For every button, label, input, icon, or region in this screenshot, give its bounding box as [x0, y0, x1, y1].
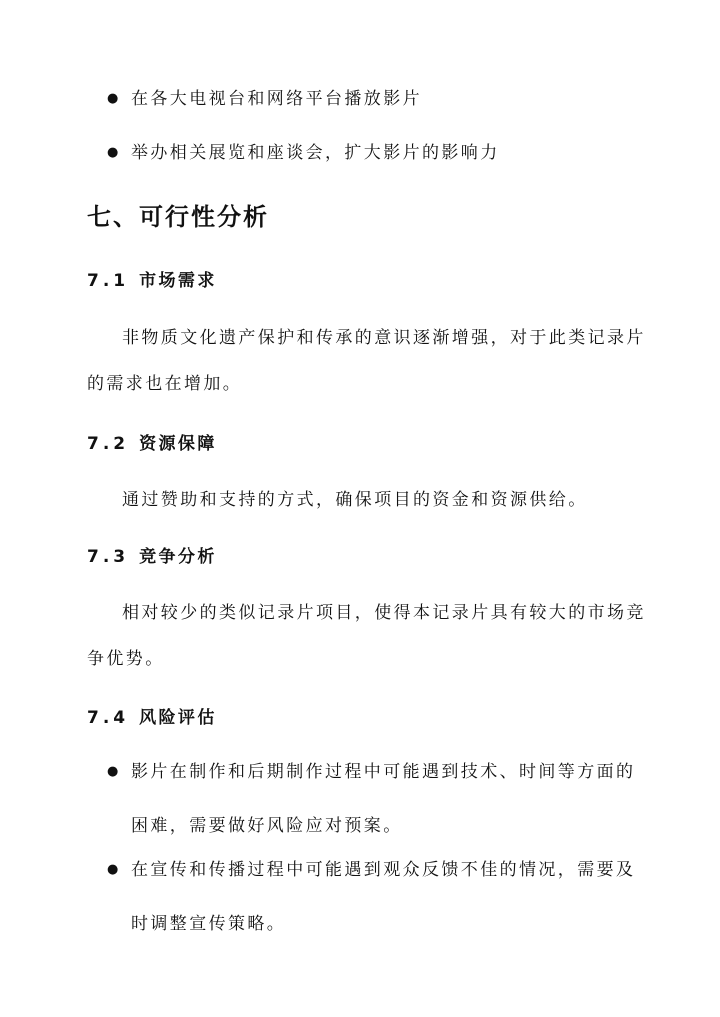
paragraph-line: 的需求也在增加。: [87, 374, 243, 394]
bullet-text: 在宣传和传播过程中可能遇到观众反馈不佳的情况，需要及: [131, 860, 636, 880]
subsection-title: 风险评估: [139, 708, 217, 728]
bullet-text: 困难，需要做好风险应对预案。: [131, 816, 403, 836]
bullet-dot: ●: [107, 145, 121, 160]
subsection-title: 资源保障: [139, 434, 217, 454]
paragraph-line: 非物质文化遗产保护和传承的意识逐渐增强，对于此类记录片: [122, 328, 646, 348]
paragraph: [87, 477, 637, 523]
paragraph-line: 相对较少的类似记录片项目，使得本记录片具有较大的市场竞: [122, 603, 646, 623]
bullet-dot: ●: [107, 91, 121, 106]
bullet-text: 在各大电视台和网络平台播放影片: [131, 89, 422, 109]
subsection-heading: [87, 542, 217, 567]
subsection-number: 7.4: [87, 708, 130, 728]
subsection-title: 市场需求: [139, 271, 217, 291]
subsection-number: 7.2: [87, 434, 130, 454]
subsection-heading: [87, 703, 217, 728]
subsection-heading: [87, 266, 217, 291]
paragraph-line: 争优势。: [87, 649, 165, 669]
section-heading: 七、可行性分析: [87, 203, 269, 231]
subsection-title: 竞争分析: [139, 547, 217, 567]
subsection-number: 7.3: [87, 547, 130, 567]
subsection-heading: [87, 429, 217, 454]
subsection-number: 7.1: [87, 271, 130, 291]
bullet-dot: ●: [107, 764, 121, 779]
bullet-text: 影片在制作和后期制作过程中可能遇到技术、时间等方面的: [131, 762, 636, 782]
paragraph-line: 通过赞助和支持的方式，确保项目的资金和资源供给。: [122, 490, 588, 510]
bullet-text: 举办相关展览和座谈会，扩大影片的影响力: [131, 143, 500, 163]
bullet-text: 时调整宣传策略。: [131, 914, 287, 934]
bullet-dot: ●: [107, 862, 121, 877]
paragraph: [87, 590, 646, 682]
paragraph: [87, 315, 646, 407]
